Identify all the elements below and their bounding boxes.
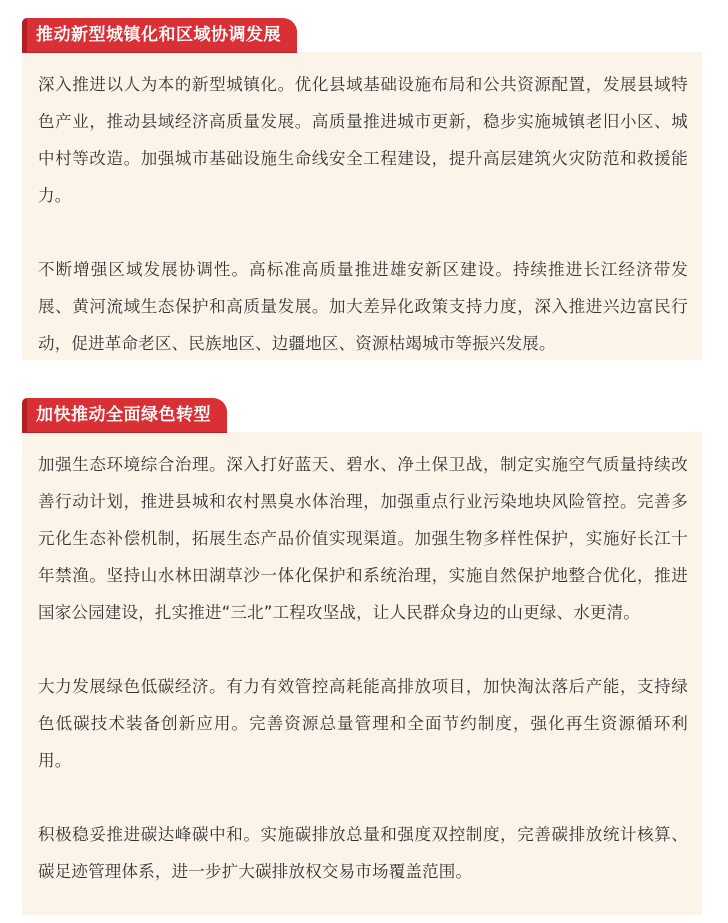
section-body [22,52,702,360]
section-heading: 加快推动全面绿色转型 [22,398,227,432]
paragraph-gap [38,214,688,251]
paragraph: 不断增强区域发展协调性。高标准高质量推进雄安新区建设。持续推进长江经济带发展、黄河流域生态保护和高质量发展。加大差异化政策支持力度，深入推进兴边富民行动，促进革命老区、民族地区、边疆地区、资源枯竭城市等振兴发展。 [38,260,688,353]
section-heading: 推动新型城镇化和区域协调发展 [22,18,297,52]
paragraph: 大力发展绿色低碳经济。有力有效管控高耗能高排放项目，加快淘汰落后产能，支持绿色低碳技术装备创新应用。完善资源总量管理和全面节约制度，强化再生资源循环利用。 [38,677,688,770]
section-body [22,432,702,915]
section-green-transition [22,398,702,915]
section-heading-wrap [22,398,702,432]
paragraph-gap [38,779,688,816]
paragraph-gap [38,631,688,668]
section-heading-wrap [22,18,702,52]
paragraph: 积极稳妥推进碳达峰碳中和。实施碳排放总量和强度双控制度，完善碳排放统计核算、碳足迹管理体系，进一步扩大碳排放权交易市场覆盖范围。 [38,825,688,881]
section-urbanization [22,18,702,360]
paragraph: 加强生态环境综合治理。深入打好蓝天、碧水、净土保卫战，制定实施空气质量持续改善行动计划，推进县城和农村黑臭水体治理，加强重点行业污染地块风险管控。完善多元化生态补偿机制，拓展生态产品价值实现渠道。加强生物多样性保护，实施好长江十年禁渔。坚持山水林田湖草沙一体化保护和系统治理，实施自然保护地整合优化，推进国家公园建设，扎实推进“三北”工程攻坚战，让人民群众身边的山更绿、水更清。 [38,455,688,622]
paragraph: 深入推进以人为本的新型城镇化。优化县域基础设施布局和公共资源配置，发展县域特色产业，推动县域经济高质量发展。高质量推进城市更新，稳步实施城镇老旧小区、城中村等改造。加强城市基础设施生命线安全工程建设，提升高层建筑火灾防范和救援能力。 [38,75,688,205]
